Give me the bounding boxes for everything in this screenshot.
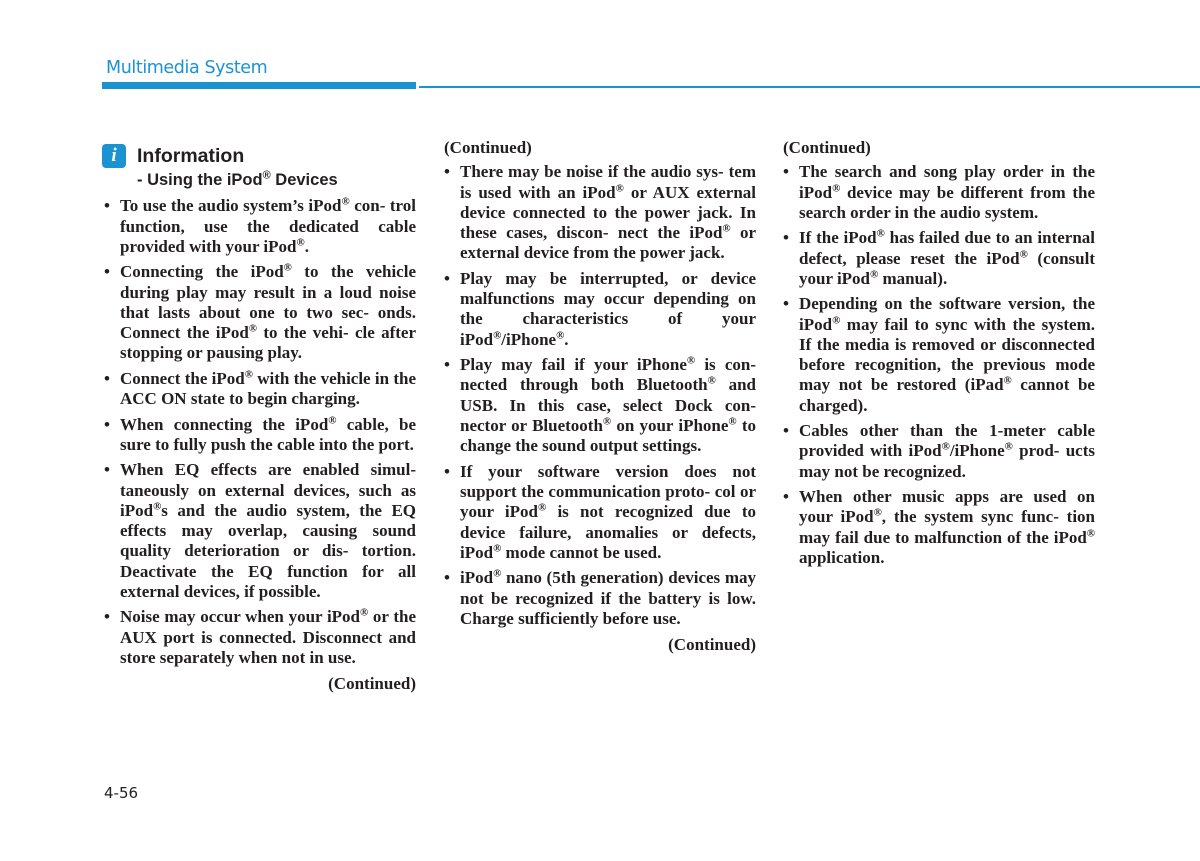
column-2 [442,138,756,656]
list-item: • Play may fail if your iPhone® is con- nected through both Bluetooth® and USB. In this case, select Dock con- nector or Bluetooth® on your iPhone® to change the sound output settings. [442,355,756,456]
continued-label: (Continued) [668,635,756,655]
header-rule-thick [102,82,416,89]
list-item: • When connecting the iPod® cable, be sure to fully push the cable into the port. [102,415,416,456]
item-list [781,162,1095,568]
info-icon: i [102,144,126,168]
list-item: • There may be noise if the audio sys- tem is used with an iPod® or AUX external device connected to the power jack. In these cases, discon- nect the iPod® or external device from the power jack. [442,162,756,263]
item-list [102,196,416,668]
header-rule-thin [419,86,1200,88]
header-title: Multimedia System [106,58,268,78]
list-item: • To use the audio system’s iPod® con- trol function, use the dedicated cable provided with your iPod®. [102,196,416,257]
list-item: • iPod® nano (5th generation) devices may not be recognized if the battery is low. Charge sufficiently before use. [442,568,756,629]
item-list [442,162,756,629]
info-subtitle: - Using the iPod® Devices [137,169,338,189]
column-3 [781,138,1095,573]
list-item: • Connecting the iPod® to the vehicle during play may result in a loud noise that lasts about one to two sec- onds. Connect the iPod® to the vehi- cle after stopping or pausing play. [102,262,416,363]
page-number: 4-56 [104,784,139,802]
list-item: • When other music apps are used on your iPod®, the system sync func- tion may fail due to malfunction of the iPod® application. [781,487,1095,568]
list-item: • If the iPod® has failed due to an internal defect, please reset the iPod® (consult your iPod® manual). [781,228,1095,289]
list-item: • When EQ effects are enabled simul- taneously on external devices, such as iPod®s and the audio system, the EQ effects may overlap, causing sound quality deterioration or dis- tortion. Deactivate the EQ function for all external devices, if possible. [102,460,416,602]
column-1 [102,138,416,695]
list-item: • Depending on the software version, the iPod® may fail to sync with the system. If the media is removed or disconnected before recognition, the previous mode may not be restored (iPad® cannot be charged). [781,294,1095,416]
list-item: • If your software version does not support the communication proto- col or your iPod® is not recognized due to device failure, anomalies or defects, iPod® mode cannot be used. [442,462,756,563]
continued-label: (Continued) [783,138,871,157]
list-item: • The search and song play order in the iPod® device may be different from the search order in the audio system. [781,162,1095,223]
list-item: • Noise may occur when your iPod® or the AUX port is connected. Disconnect and store separately when not in use. [102,607,416,668]
info-title: Information [137,144,245,167]
continued-label: (Continued) [328,674,416,694]
continued-label: (Continued) [444,138,532,157]
info-heading [102,144,416,168]
list-item: • Play may be interrupted, or device malfunctions may occur depending on the characteristics of your iPod®/iPhone®. [442,269,756,350]
list-item: • Connect the iPod® with the vehicle in the ACC ON state to begin charging. [102,369,416,410]
list-item: • Cables other than the 1-meter cable provided with iPod®/iPhone® prod- ucts may not be recognized. [781,421,1095,482]
